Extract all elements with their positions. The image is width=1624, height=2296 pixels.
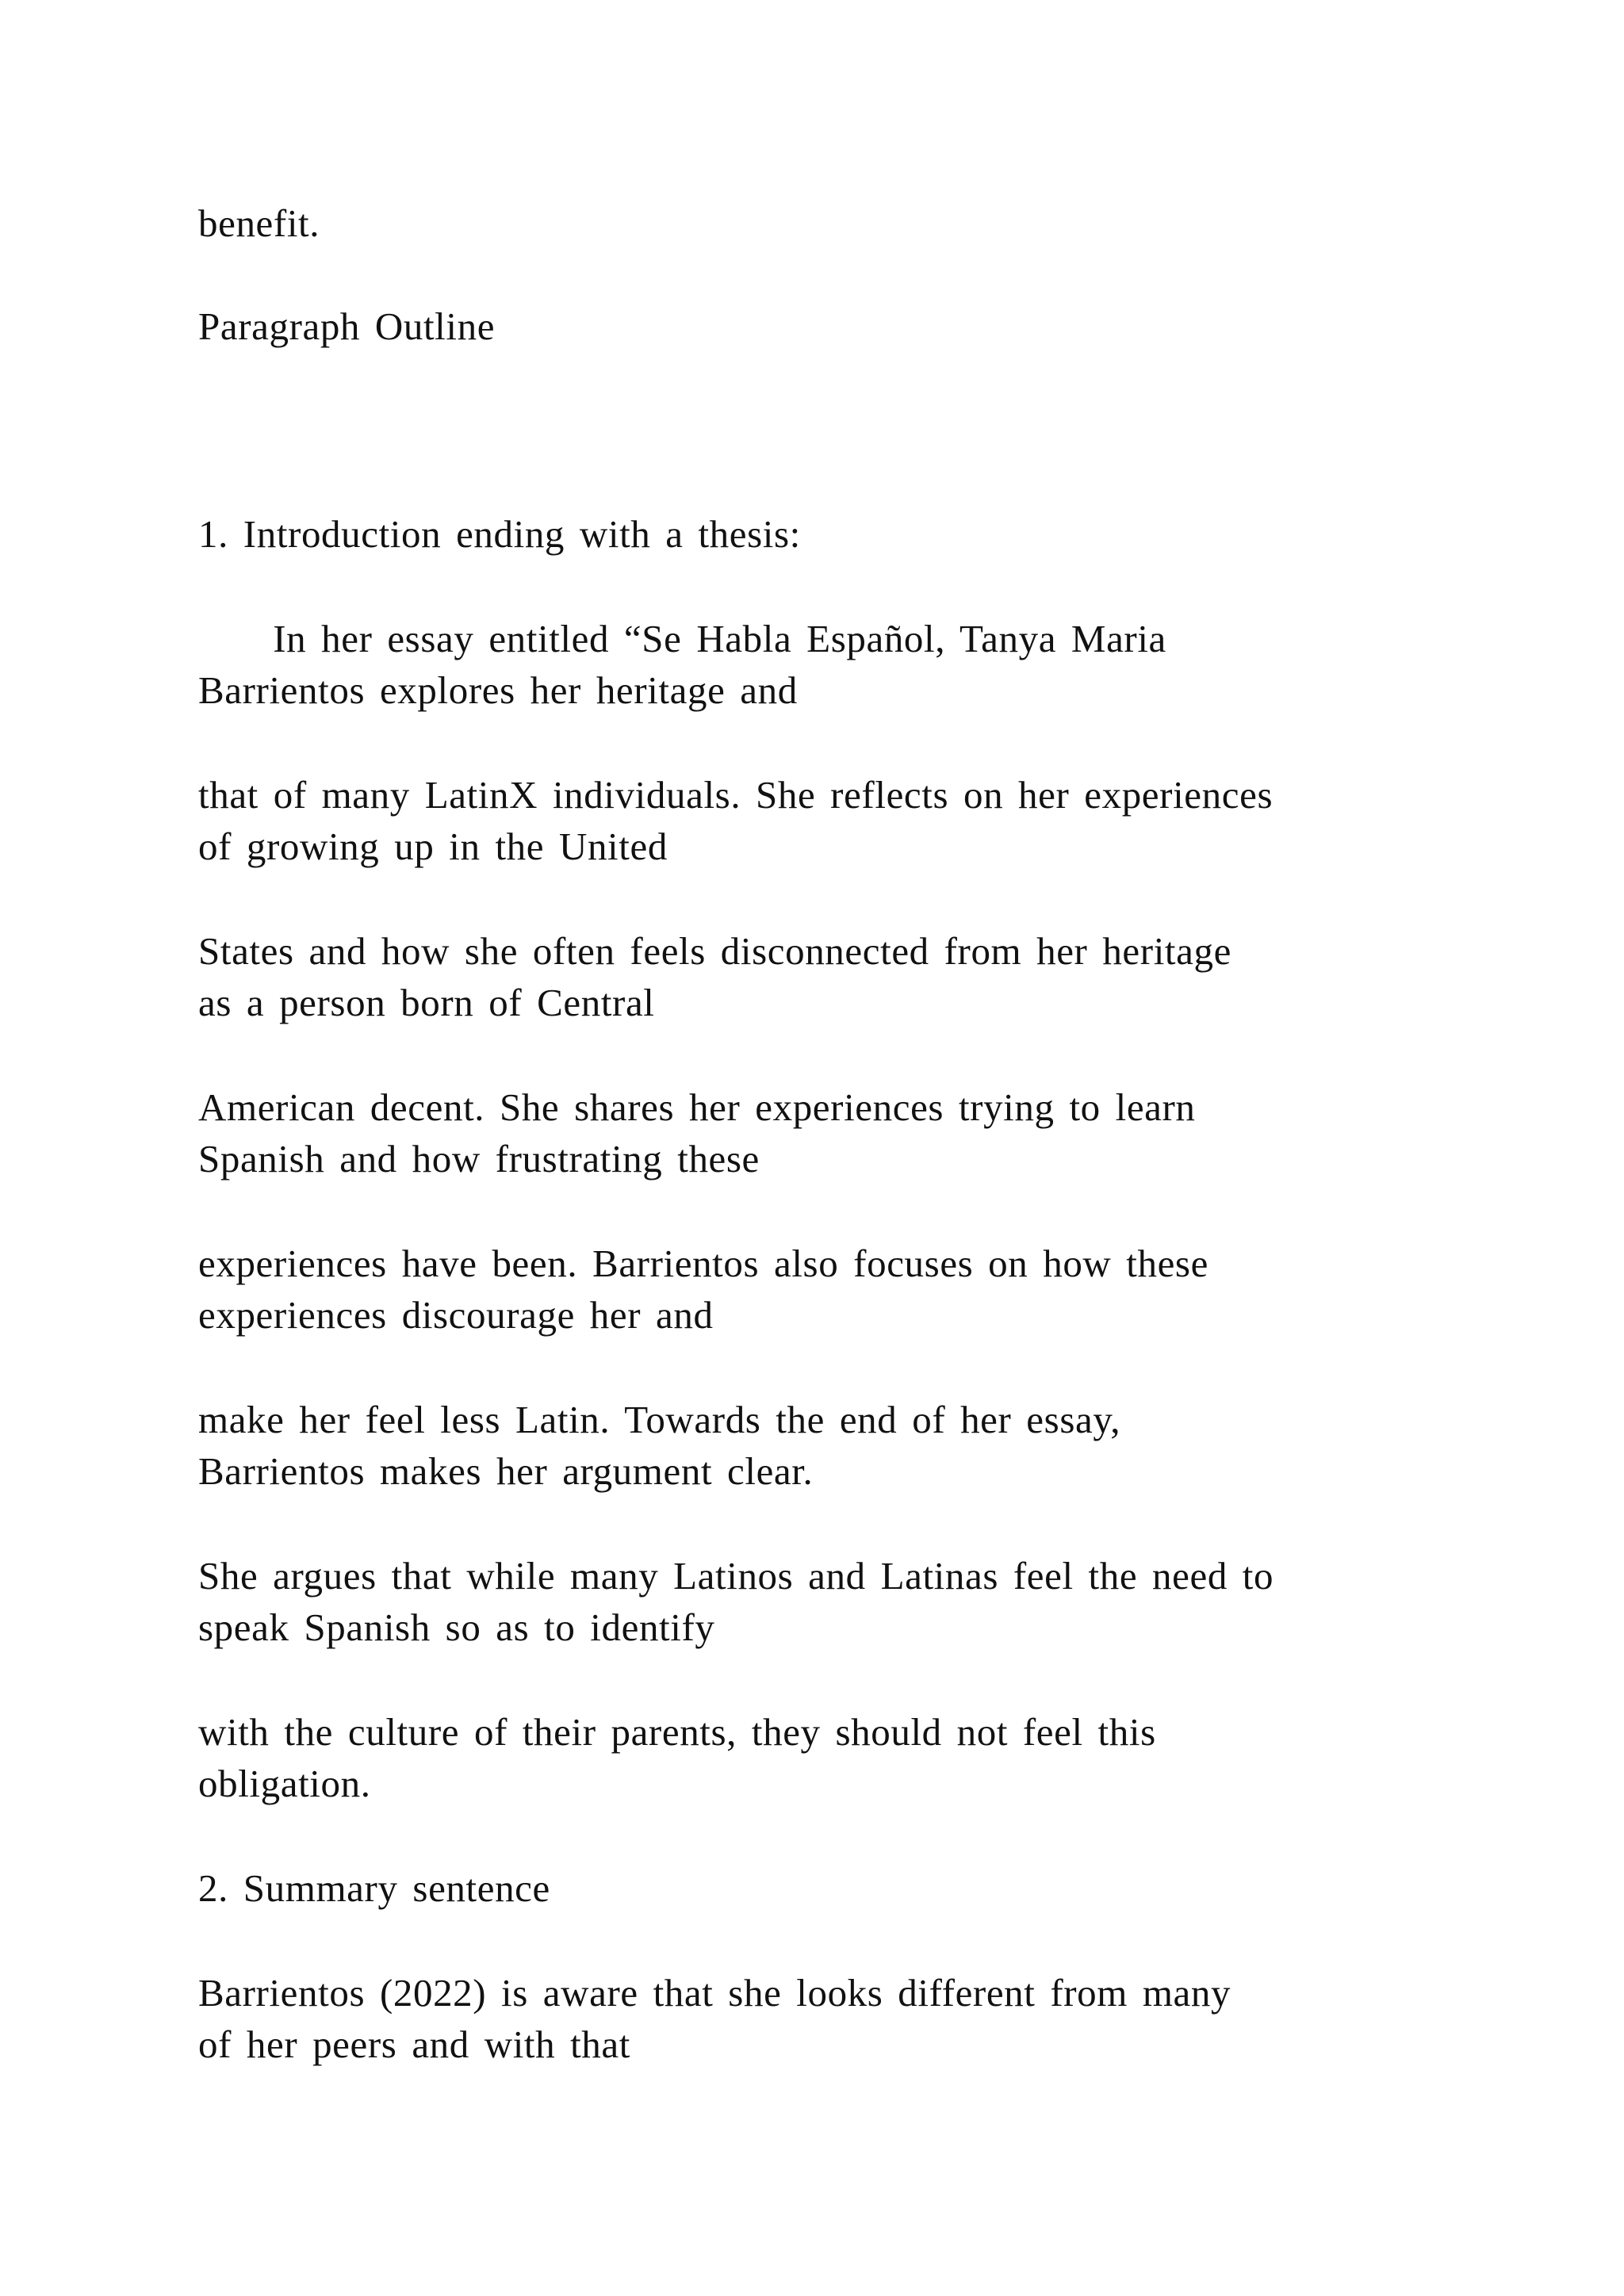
text-line: of growing up in the United (198, 825, 668, 868)
outline-item-heading: 2. Summary sentence (198, 1866, 550, 1910)
outline-item-heading: 1. Introduction ending with a thesis: (198, 512, 801, 556)
text-line: States and how she often feels disconnected from her heritage (198, 929, 1231, 973)
text-line: as a person born of Central (198, 981, 655, 1024)
text-line: benefit. (198, 201, 320, 245)
text-line: speak Spanish so as to identify (198, 1605, 715, 1649)
text-line: She argues that while many Latinos and Latinas feel the need to (198, 1554, 1274, 1598)
text-line: Barrientos (2022) is aware that she looks different from many (198, 1971, 1231, 2015)
text-line: In her essay entitled “Se Habla Español, Tanya Maria (198, 617, 1166, 660)
section-heading: Paragraph Outline (198, 304, 496, 348)
text-line: obligation. (198, 1762, 371, 1805)
text-line: of her peers and with that (198, 2022, 630, 2066)
text-line: experiences discourage her and (198, 1293, 714, 1337)
text-line: Barrientos makes her argument clear. (198, 1449, 814, 1493)
text-line: Barrientos explores her heritage and (198, 668, 798, 712)
text-line: with the culture of their parents, they should not feel this (198, 1710, 1156, 1754)
text-line: experiences have been. Barrientos also focuses on how these (198, 1242, 1208, 1285)
text-line: Spanish and how frustrating these (198, 1137, 760, 1181)
text-line: American decent. She shares her experiences trying to learn (198, 1085, 1196, 1129)
text-line: that of many LatinX individuals. She reflects on her experiences (198, 773, 1274, 817)
text-line: make her feel less Latin. Towards the end of her essay, (198, 1398, 1121, 1441)
